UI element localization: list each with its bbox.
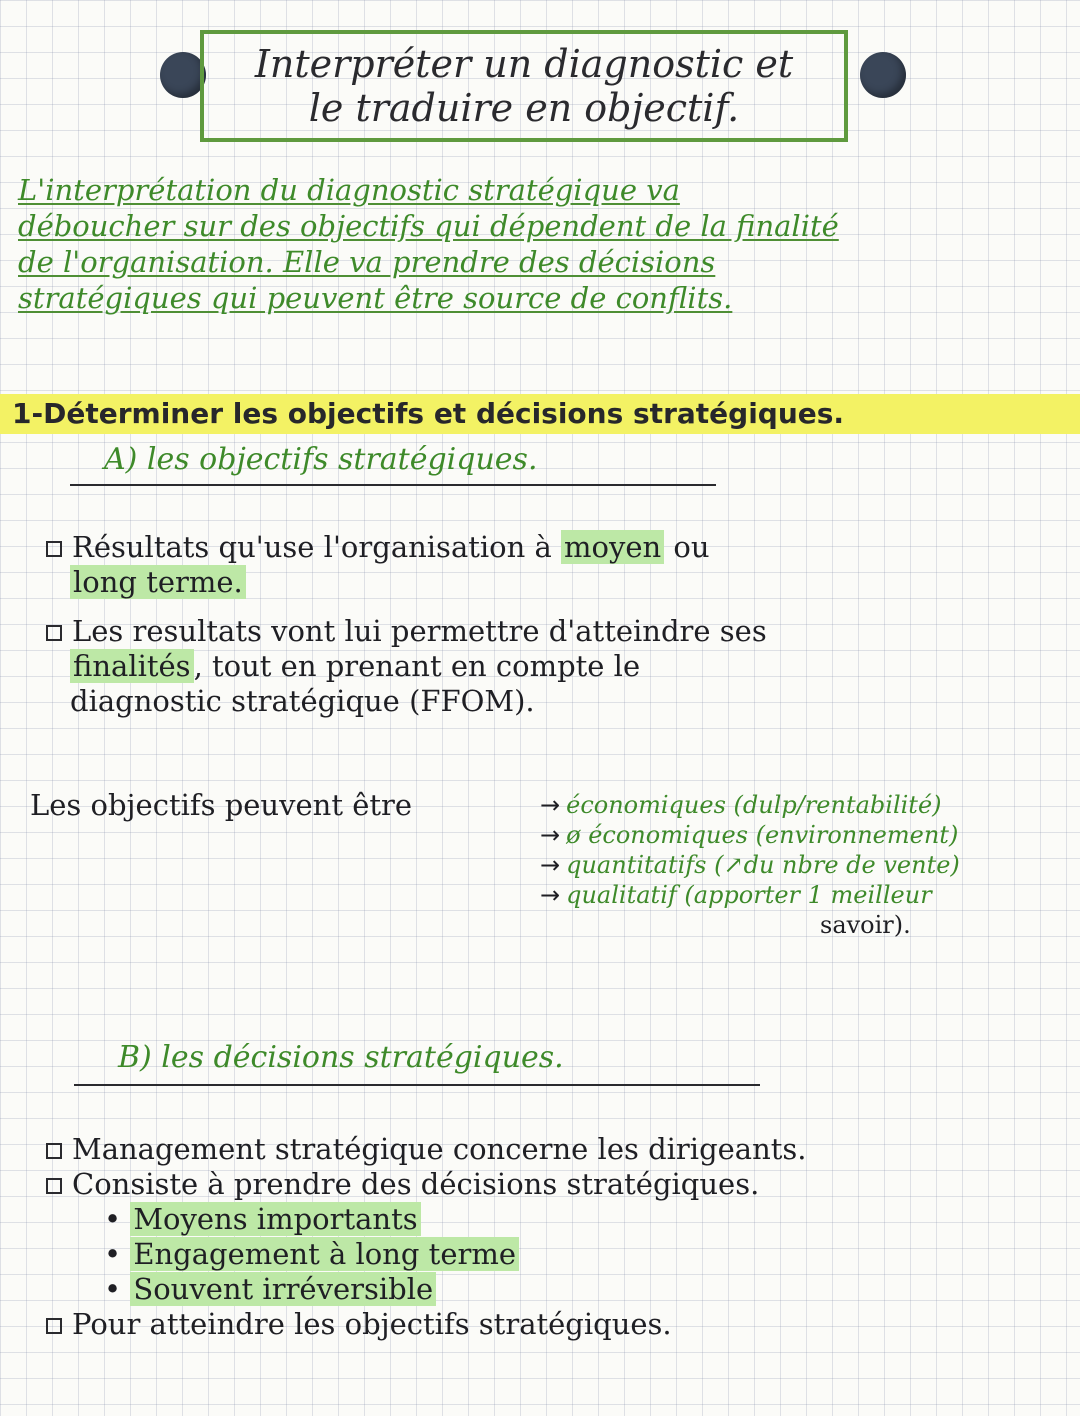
section-b-subitem: • Engagement à long terme xyxy=(46,1237,1056,1272)
title-box xyxy=(200,30,848,142)
checkbox-bullet-icon xyxy=(46,1143,62,1159)
binder-hole-right xyxy=(860,52,906,98)
objectifs-label: Les objectifs peuvent être xyxy=(30,788,413,822)
intro-line-2: déboucher sur des objectifs qui dépendent de la finalité xyxy=(18,209,839,243)
section-b-heading: B) les décisions stratégiques. xyxy=(118,1040,564,1075)
section-b-underline xyxy=(74,1084,760,1086)
objectif-item: → qualitatif (apporter 1 meilleur xyxy=(540,881,932,909)
objectifs-list xyxy=(540,790,1070,940)
section-b-bullet-2: Consiste à prendre des décisions stratégiques. xyxy=(46,1167,1056,1202)
checkbox-bullet-icon xyxy=(46,1178,62,1194)
section-b-subitem: • Souvent irréversible xyxy=(46,1272,1056,1307)
checkbox-bullet-icon xyxy=(46,1318,62,1334)
objectif-item: → économiques (dulp/rentabilité) xyxy=(540,791,942,819)
section-1-heading: 1-Déterminer les objectifs et décisions stratégiques. xyxy=(0,394,1080,434)
arrow-right-icon: → xyxy=(540,821,561,849)
intro-line-1: L'interprétation du diagnostic stratégique va xyxy=(18,173,680,207)
section-a-underline xyxy=(70,484,716,486)
objectif-continuation: savoir). xyxy=(820,911,911,939)
section-b-list xyxy=(46,1132,1056,1342)
section-b-bullet-3: Pour atteindre les objectifs stratégiques. xyxy=(46,1307,1056,1342)
objectif-item: → quantitatifs (↗du nbre de vente) xyxy=(540,851,960,879)
highlight-finalites: finalités xyxy=(70,649,194,683)
intro-line-3: de l'organisation. Elle va prendre des décisions xyxy=(18,245,716,279)
highlight-long-terme: long terme. xyxy=(70,565,246,599)
checkbox-bullet-icon xyxy=(46,541,62,557)
objectif-item: → ø économiques (environnement) xyxy=(540,821,959,849)
section-a-bullet-1: Résultats qu'use l'organisation à moyen ou long terme. xyxy=(46,530,1056,600)
intro-line-4: stratégiques qui peuvent être source de conflits. xyxy=(18,281,733,315)
checkbox-bullet-icon xyxy=(46,625,62,641)
section-b-bullet-1: Management stratégique concerne les dirigeants. xyxy=(46,1132,1056,1167)
arrow-right-icon: → xyxy=(540,851,561,879)
arrow-right-icon: → xyxy=(540,881,561,909)
highlight-moyen: moyen xyxy=(561,530,664,564)
intro-paragraph xyxy=(18,172,1068,316)
arrow-right-icon: → xyxy=(540,791,561,819)
title-line-2: le traduire en objectif. xyxy=(308,86,740,130)
section-b-subitem: • Moyens importants xyxy=(46,1202,1056,1237)
title-line-1: Interpréter un diagnostic et xyxy=(254,42,794,86)
section-a-bullet-2: Les resultats vont lui permettre d'atteindre ses finalités , tout en prenant en compte le diagnostic stratégique (FFOM). xyxy=(46,614,1056,719)
section-a-heading: A) les objectifs stratégiques. xyxy=(104,442,538,477)
